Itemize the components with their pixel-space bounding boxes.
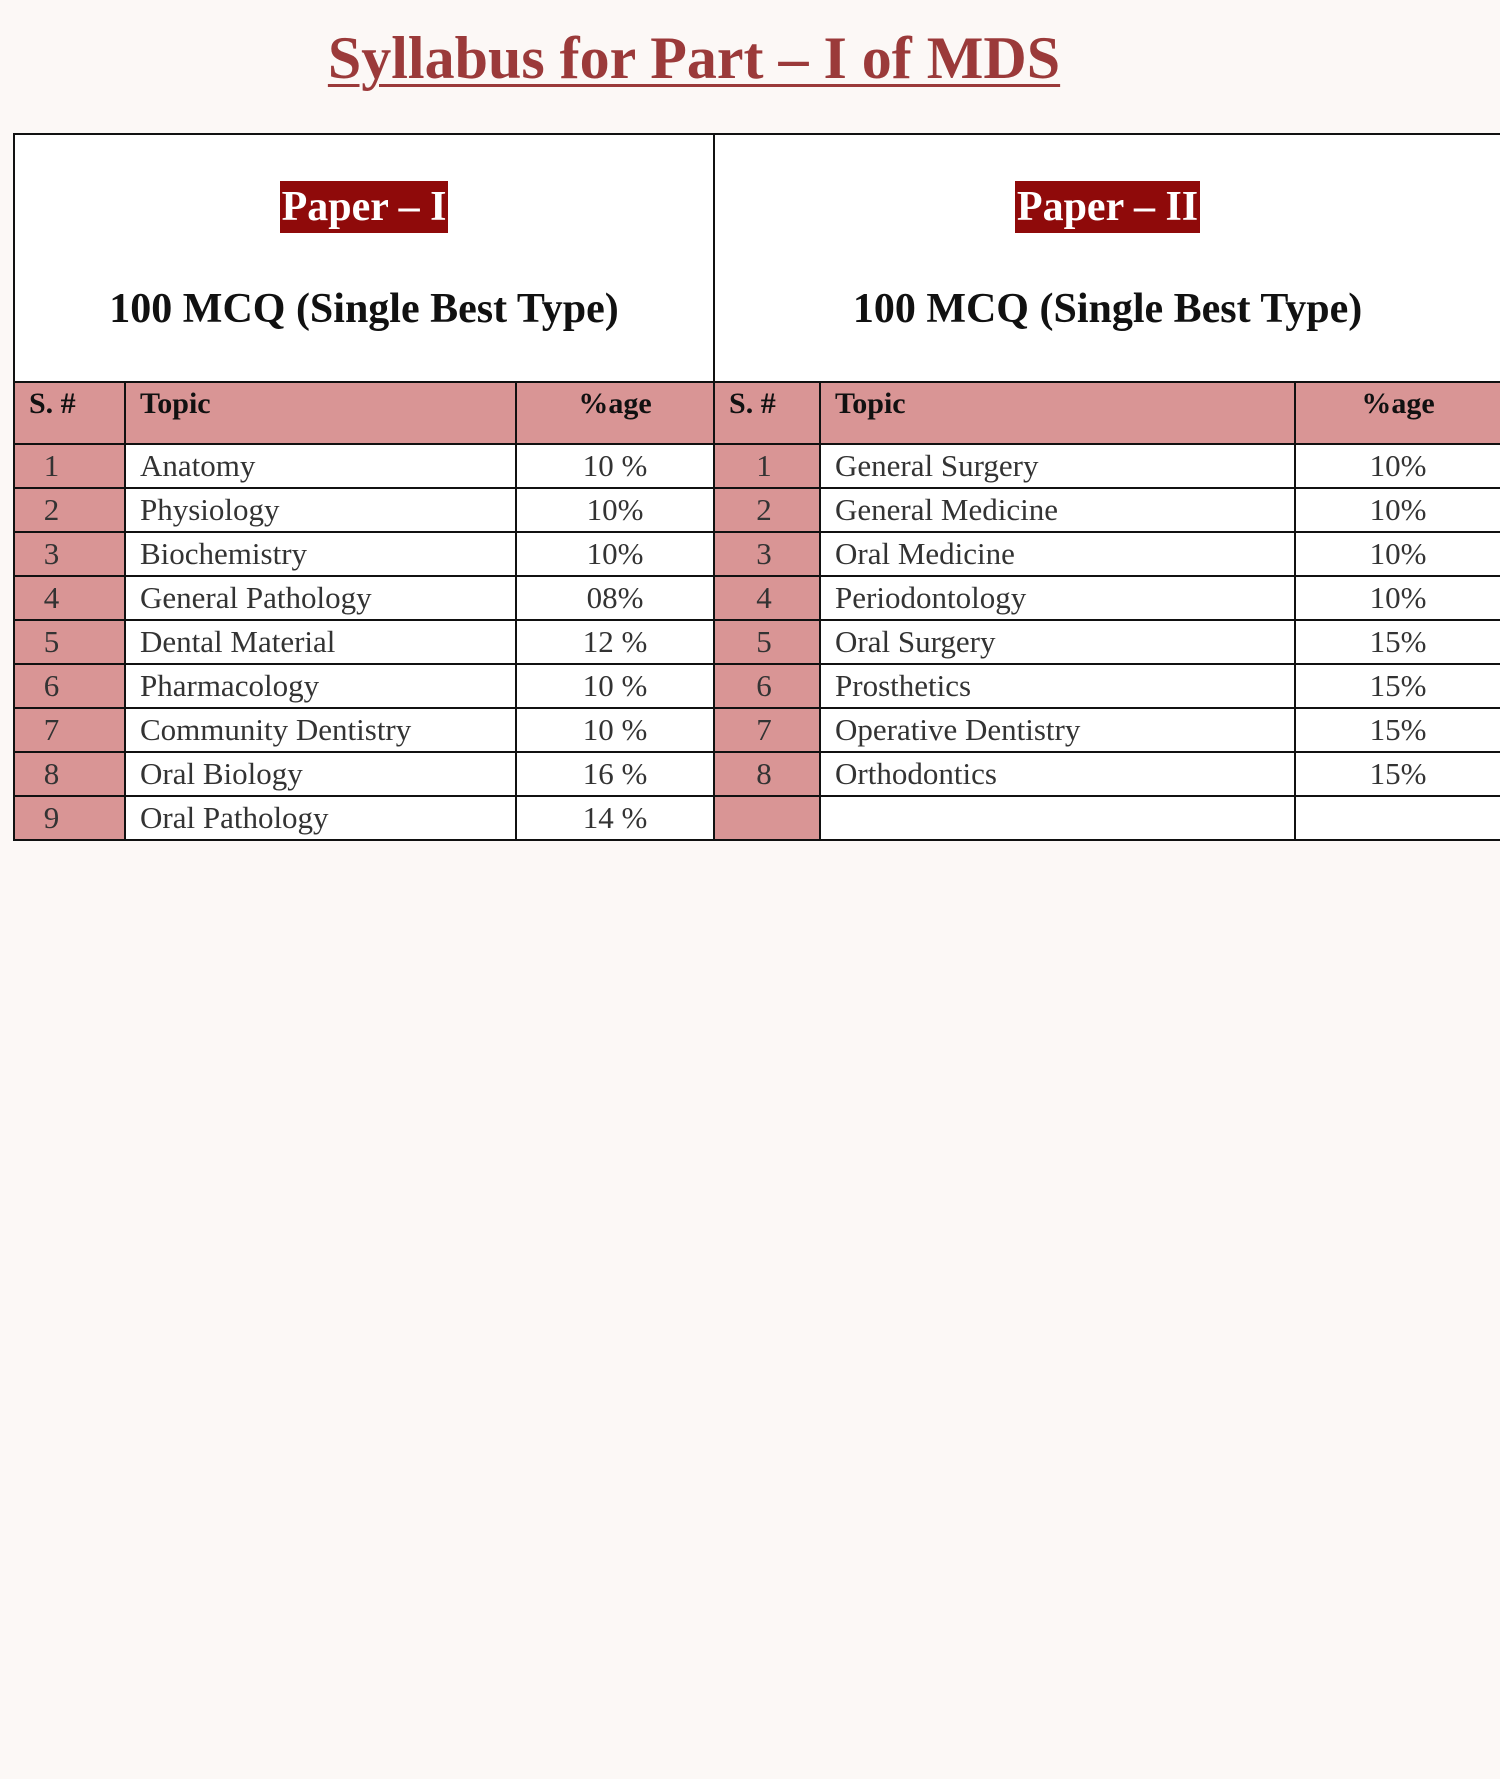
paper-1-sn: 3: [14, 532, 125, 576]
table-row: [14, 796, 1500, 840]
paper-2-topic: Operative Dentistry: [820, 708, 1295, 752]
paper-1-label: Paper – I: [280, 181, 449, 233]
paper-2-sn: 6: [714, 664, 820, 708]
paper-2-pct-header: %age: [1295, 382, 1500, 444]
table-row: [14, 708, 1500, 752]
paper-2-topic: [820, 796, 1295, 840]
paper-1-topic-header: Topic: [125, 382, 516, 444]
paper-1-pct-header: %age: [516, 382, 714, 444]
paper-1-topic: Oral Biology: [125, 752, 516, 796]
paper-2-label: Paper – II: [1015, 181, 1200, 233]
paper-2-pct: 15%: [1295, 664, 1500, 708]
paper-2-topic: General Surgery: [820, 444, 1295, 488]
paper-2-pct: [1295, 796, 1500, 840]
column-header-row: [14, 382, 1500, 444]
paper-2-sn: 7: [714, 708, 820, 752]
paper-1-pct: 10%: [516, 488, 714, 532]
paper-2-topic: Oral Medicine: [820, 532, 1295, 576]
paper-header-row: [14, 134, 1500, 382]
paper-1-pct: 10%: [516, 532, 714, 576]
page-title: Syllabus for Part – I of MDS: [327, 25, 1061, 91]
paper-1-sn: 4: [14, 576, 125, 620]
paper-1-sn: 6: [14, 664, 125, 708]
paper-1-pct: 08%: [516, 576, 714, 620]
paper-2-topic: Periodontology: [820, 576, 1295, 620]
paper-1-pct: 12 %: [516, 620, 714, 664]
table-row: [14, 620, 1500, 664]
paper-1-topic: Anatomy: [125, 444, 516, 488]
table-row: [14, 576, 1500, 620]
table-row: [14, 532, 1500, 576]
paper-2-pct: 10%: [1295, 488, 1500, 532]
paper-1-topic: Pharmacology: [125, 664, 516, 708]
paper-1-sn: 5: [14, 620, 125, 664]
paper-1-pct: 10 %: [516, 708, 714, 752]
paper-2-pct: 15%: [1295, 752, 1500, 796]
paper-1-topic: Physiology: [125, 488, 516, 532]
paper-2-topic-header: Topic: [820, 382, 1295, 444]
paper-1-header: [14, 134, 714, 382]
paper-2-topic: General Medicine: [820, 488, 1295, 532]
paper-2-sn-header: S. #: [714, 382, 820, 444]
table-row: [14, 444, 1500, 488]
table-row: [14, 664, 1500, 708]
paper-1-topic: Biochemistry: [125, 532, 516, 576]
paper-2-pct: 10%: [1295, 576, 1500, 620]
table-row: [14, 752, 1500, 796]
paper-1-sn: 8: [14, 752, 125, 796]
paper-2-pct: 15%: [1295, 708, 1500, 752]
paper-2-subtitle: 100 MCQ (Single Best Type): [852, 286, 1363, 332]
syllabus-table: [13, 133, 1500, 841]
paper-1-pct: 10 %: [516, 444, 714, 488]
paper-2-pct: 10%: [1295, 444, 1500, 488]
paper-1-pct: 14 %: [516, 796, 714, 840]
paper-1-sn: 9: [14, 796, 125, 840]
paper-1-pct: 10 %: [516, 664, 714, 708]
table-row: [14, 488, 1500, 532]
paper-2-sn: 3: [714, 532, 820, 576]
paper-1-sn-header: S. #: [14, 382, 125, 444]
paper-1-sn: 2: [14, 488, 125, 532]
paper-1-sn: 7: [14, 708, 125, 752]
paper-1-pct: 16 %: [516, 752, 714, 796]
paper-1-topic: Oral Pathology: [125, 796, 516, 840]
paper-2-header: [714, 134, 1500, 382]
paper-2-sn: 2: [714, 488, 820, 532]
paper-2-topic: Oral Surgery: [820, 620, 1295, 664]
paper-2-sn: [714, 796, 820, 840]
paper-1-topic: Community Dentistry: [125, 708, 516, 752]
paper-2-pct: 15%: [1295, 620, 1500, 664]
paper-1-sn: 1: [14, 444, 125, 488]
paper-2-sn: 8: [714, 752, 820, 796]
paper-2-pct: 10%: [1295, 532, 1500, 576]
paper-2-topic: Orthodontics: [820, 752, 1295, 796]
paper-2-sn: 4: [714, 576, 820, 620]
paper-1-topic: Dental Material: [125, 620, 516, 664]
paper-1-topic: General Pathology: [125, 576, 516, 620]
paper-2-topic: Prosthetics: [820, 664, 1295, 708]
paper-2-sn: 5: [714, 620, 820, 664]
paper-2-sn: 1: [714, 444, 820, 488]
paper-1-subtitle: 100 MCQ (Single Best Type): [109, 286, 619, 332]
